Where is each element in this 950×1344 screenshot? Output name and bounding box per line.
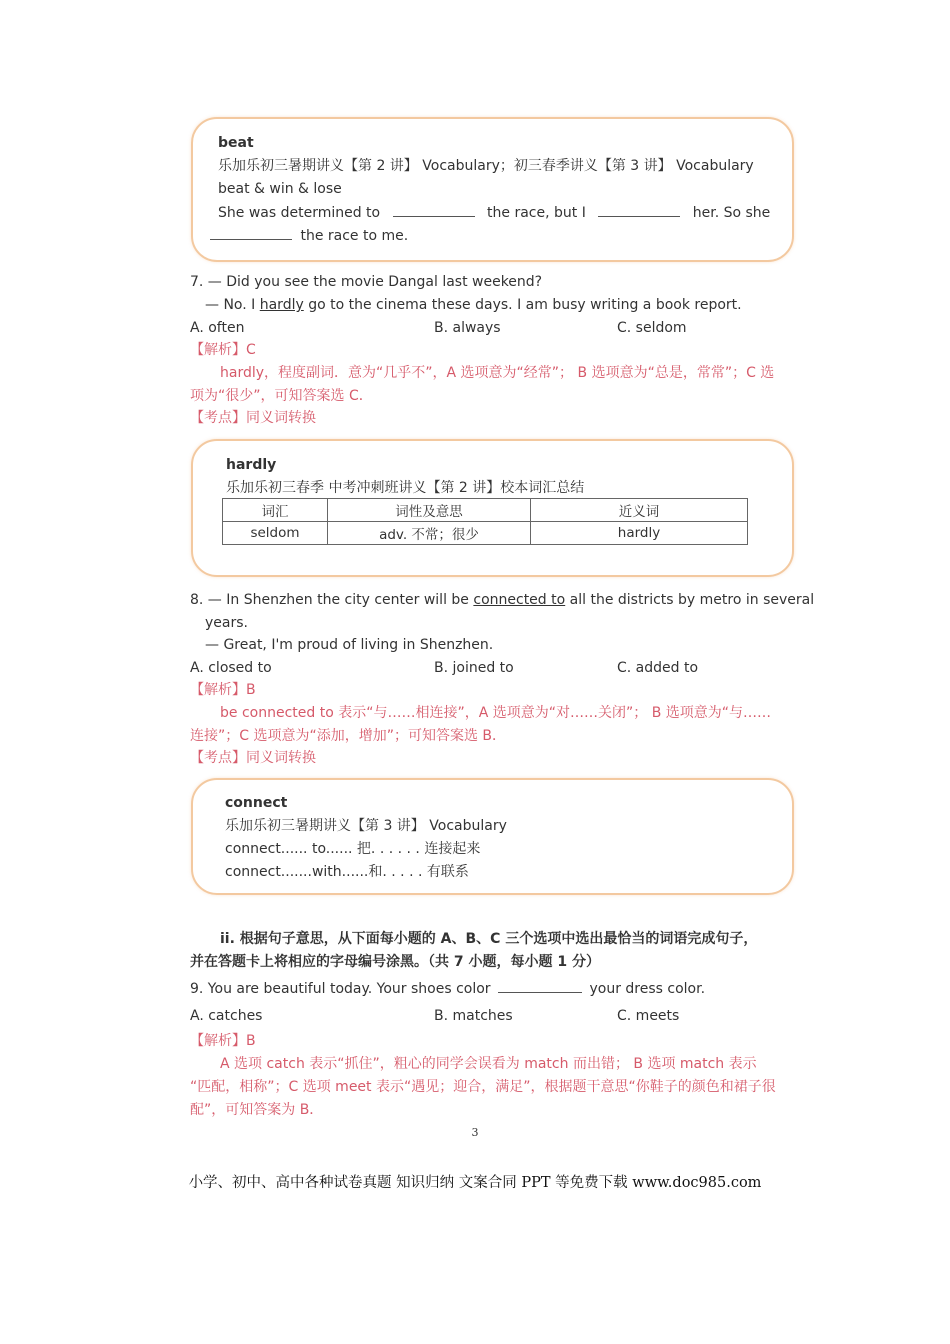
section-instruction: 并在答题卡上将相应的字母编号涂黑。（共 7 小题，每小题 1 分） (190, 954, 600, 970)
vocab-source: 乐加乐初三春季 中考冲刺班讲义【第 2 讲】校本词汇总结 (226, 480, 585, 496)
key-word: hardly (259, 297, 304, 313)
vocab-sentence-cont (210, 225, 408, 246)
question-7: 7. — Did you see the movie Dangal last weekend? (190, 274, 543, 290)
vocab-usage: connect.......with......和. . . . . 有联系 (225, 864, 469, 880)
table-header: 词汇 (223, 499, 328, 522)
table-header-row (223, 499, 748, 522)
analysis-text: hardly，程度副词．意为“几乎不”，A 选项意为“经常”； B 选项意为“总是，常常”；C 选 (220, 365, 775, 381)
analysis-text: 连接”；C 选项意为“添加，增加”；可知答案选 B． (190, 728, 507, 744)
question-8-cont: years. (205, 615, 248, 631)
question-7-answer (205, 295, 742, 315)
sentence-part: the race to me. (300, 228, 409, 244)
question-9 (190, 978, 705, 999)
option-a: A. closed to (190, 660, 272, 676)
option-c: C. meets (617, 1008, 680, 1024)
option-c: C. added to (617, 660, 699, 676)
answer-text: — No. I (205, 297, 260, 313)
question-text: all the districts by metro in several (565, 592, 815, 608)
vocab-word: hardly (226, 457, 277, 473)
table-cell: hardly (531, 522, 748, 545)
vocab-source: 乐加乐初三暑期讲义【第 2 讲】 Vocabulary；初三春季讲义【第 3 讲】 Vocabulary (218, 158, 754, 174)
vocab-word: connect (225, 795, 288, 811)
footer-text: 小学、初中、高中各种试卷真题 知识归纳 文案合同 PPT 等免费下载 www.doc985.com (188, 1175, 762, 1191)
analysis-label: 【解析】B (190, 682, 256, 698)
answer-blank (498, 978, 582, 993)
question-text: 8. — In Shenzhen the city center will be (190, 592, 474, 608)
question-text: your dress color. (589, 981, 706, 997)
sentence-part: She was determined to (218, 205, 381, 221)
test-point: 【考点】同义词转换 (190, 410, 316, 426)
option-a: A. often (190, 320, 245, 336)
analysis-text: be connected to 表示“与……相连接”，A 选项意为“对……关闭”； B 选项意为“与…… (220, 705, 772, 721)
analysis-text: “匹配，相称”；C 选项 meet 表示“遇见；迎合，满足”，根据题干意思“你鞋子的颜色和裙子很 (190, 1079, 776, 1095)
table-row (223, 522, 748, 545)
table-header: 词性及意思 (328, 499, 531, 522)
question-8-answer: — Great, I'm proud of living in Shenzhen. (205, 637, 494, 653)
table-cell: adv. 不常；很少 (328, 522, 531, 545)
option-b: B. always (434, 320, 501, 336)
vocab-word: beat (218, 135, 254, 151)
table-header: 近义词 (531, 499, 748, 522)
analysis-label: 【解析】B (190, 1033, 256, 1049)
question-8 (190, 590, 814, 610)
table-cell: seldom (223, 522, 328, 545)
page-number: 3 (471, 1126, 479, 1139)
answer-blank (210, 225, 292, 240)
analysis-text: A 选项 catch 表示“抓住”，粗心的同学会误看为 match 而出错； B 选项 match 表示 (220, 1056, 757, 1072)
option-c: C. seldom (617, 320, 687, 336)
analysis-text: 配”，可知答案为 B． (190, 1102, 324, 1118)
analysis-text: 项为“很少”，可知答案选 C． (190, 388, 373, 404)
vocab-sentence (218, 202, 770, 223)
key-word: connected to (473, 592, 566, 608)
vocab-table (222, 498, 748, 545)
analysis-label: 【解析】C (190, 342, 256, 358)
vocab-usage: connect...... to...... 把. . . . . . 连接起来 (225, 841, 481, 857)
section-instruction: ii. 根据句子意思，从下面每小题的 A、B、C 三个选项中选出最恰当的词语完成句子， (220, 931, 758, 947)
test-point: 【考点】同义词转换 (190, 750, 316, 766)
question-text: 9. You are beautiful today. Your shoes color (190, 981, 491, 997)
option-b: B. joined to (434, 660, 514, 676)
option-b: B. matches (434, 1008, 513, 1024)
answer-blank (393, 202, 475, 217)
answer-blank (598, 202, 680, 217)
answer-text: go to the cinema these days. I am busy writing a book report. (303, 297, 742, 313)
vocab-source: 乐加乐初三暑期讲义【第 3 讲】 Vocabulary (225, 818, 507, 834)
vocab-phrase: beat & win & lose (218, 181, 342, 197)
sentence-part: her. So she (692, 205, 771, 221)
sentence-part: the race, but I (487, 205, 586, 221)
option-a: A. catches (190, 1008, 263, 1024)
